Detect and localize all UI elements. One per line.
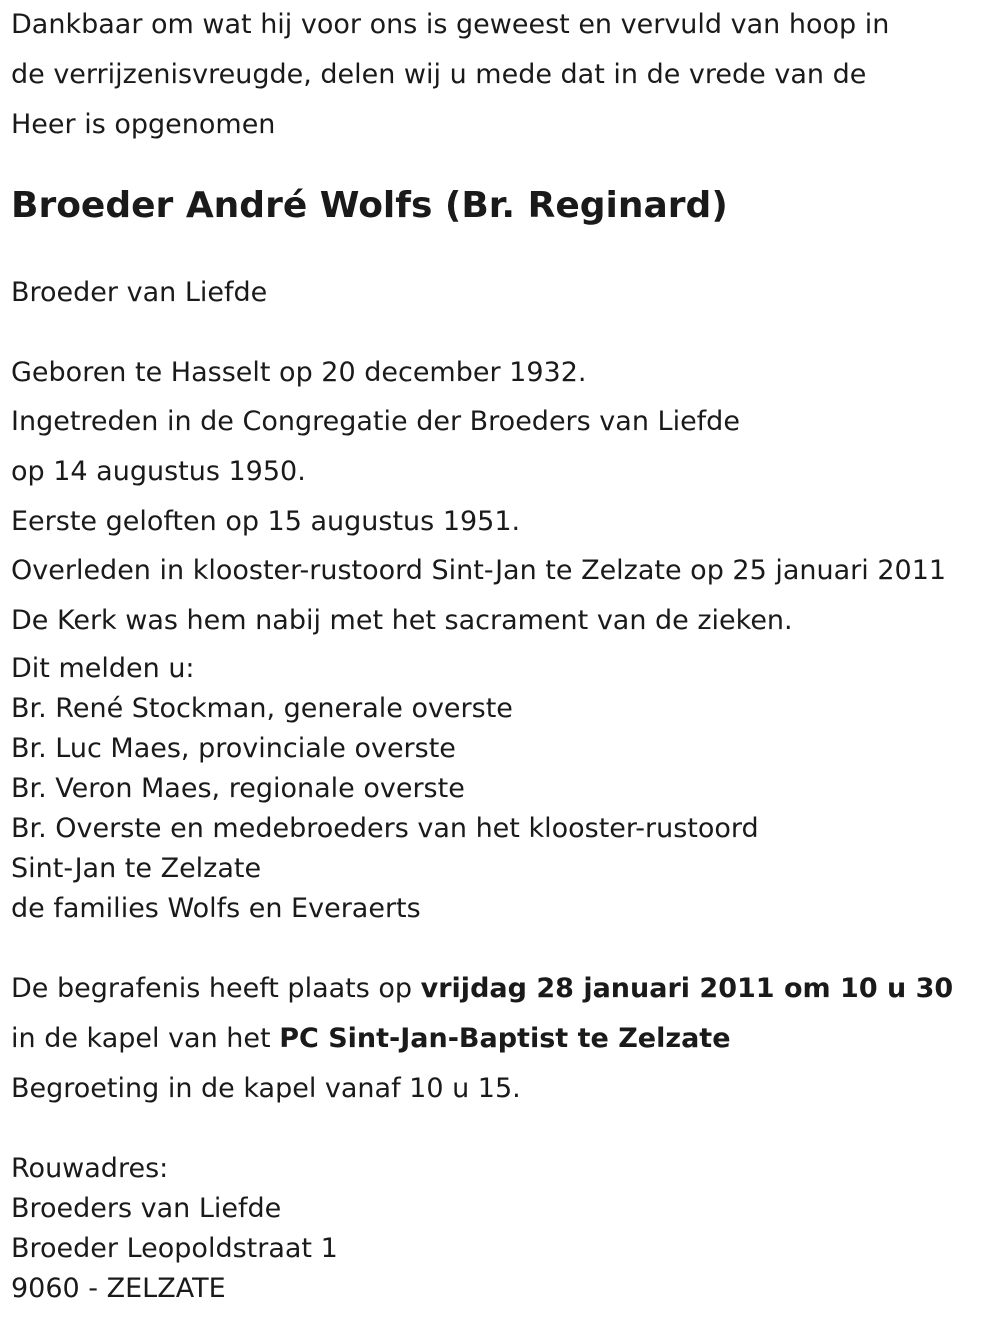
address-line-1: Broeders van Liefde	[11, 1193, 282, 1224]
funeral-line-1	[11, 972, 953, 1006]
entered-line-2: op 14 augustus 1950.	[11, 456, 306, 487]
address-line-2: Broeder Leopoldstraat 1	[11, 1233, 338, 1264]
order-line: Broeder van Liefde	[11, 277, 268, 308]
intro-line-1: Dankbaar om wat hij voor ons is geweest en vervuld van hoop in	[11, 9, 890, 40]
death-line: Overleden in klooster-rustoord Sint-Jan te Zelzate op 25 januari 2011	[11, 555, 947, 586]
funeral-line-1-text: De begrafenis heeft plaats op	[11, 973, 421, 1004]
funeral-line-2-text: in de kapel van het	[11, 1023, 280, 1054]
birth-line: Geboren te Hasselt op 20 december 1932.	[11, 357, 587, 388]
announcer-line: Br. Veron Maes, regionale overste	[11, 773, 465, 804]
intro-line-3: Heer is opgenomen	[11, 109, 276, 140]
vows-line: Eerste geloften op 15 augustus 1951.	[11, 506, 521, 537]
entered-line-1: Ingetreden in de Congregatie der Broeders van Liefde	[11, 406, 740, 437]
address-line-3: 9060 - ZELZATE	[11, 1273, 226, 1304]
announcer-line: de families Wolfs en Everaerts	[11, 893, 421, 924]
announcer-line: Br. René Stockman, generale overste	[11, 693, 513, 724]
announcer-line: Br. Luc Maes, provinciale overste	[11, 733, 456, 764]
announcer-line: Br. Overste en medebroeders van het klooster-rustoord	[11, 813, 759, 844]
deceased-name-heading: Broeder André Wolfs (Br. Reginard)	[11, 185, 728, 226]
announcers-heading: Dit melden u:	[11, 653, 195, 684]
announcer-line: Sint-Jan te Zelzate	[11, 853, 262, 884]
funeral-location: PC Sint-Jan-Baptist te Zelzate	[279, 1023, 731, 1054]
funeral-line-2	[11, 1022, 731, 1056]
intro-line-2: de verrijzenisvreugde, delen wij u mede dat in de vrede van de	[11, 59, 867, 90]
funeral-line-3: Begroeting in de kapel vanaf 10 u 15.	[11, 1073, 521, 1104]
address-heading: Rouwadres:	[11, 1153, 169, 1184]
sacrament-line: De Kerk was hem nabij met het sacrament van de zieken.	[11, 605, 793, 636]
funeral-date-time: vrijdag 28 januari 2011 om 10 u 30	[420, 973, 954, 1004]
